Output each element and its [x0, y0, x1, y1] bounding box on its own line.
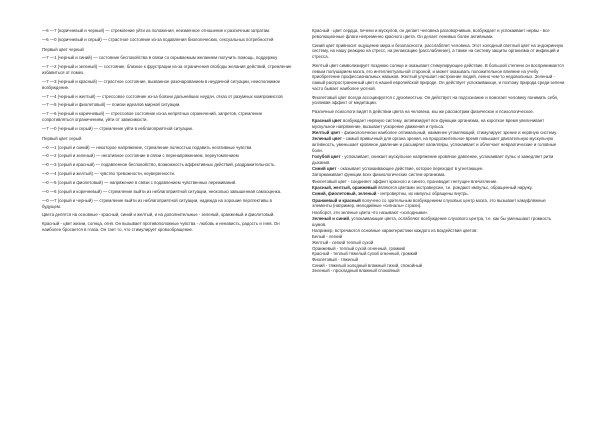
- list-item: Зеленый - прохладный влажный спокойный: [312, 268, 400, 274]
- paragraph: —0 —4 (серый и желтый) — чувство тревожности, неуверенности.: [42, 171, 176, 177]
- list-item: Красный - теплый тяжелый сухой огненный, громкий: [312, 251, 418, 257]
- paragraph: Различные психологи видят в действии цвета на человека, мы же рассмотрим физическое и психологическое.: [312, 109, 534, 115]
- paragraph: —7 —5 (черный и фиолетовый) — поиски идеалов мирной ситуации.: [42, 102, 181, 108]
- color-term: Желтый цвет: [312, 130, 341, 136]
- color-effect-line: [312, 216, 565, 227]
- paragraph: Красный - цвет сердца, печени и мускулов, он делает человека разговорчивым, возбуждает и успокаивает нервы - все революционные флаги непременно красного цвета. Он делает ленивых более активными.: [312, 28, 550, 39]
- color-effect-text: , успокаивающие цвета, ослабляют возбуждение слухового центра, т.е. как бы уменьшают громкость шумов.: [312, 215, 552, 227]
- color-effect-line: [312, 130, 565, 136]
- paragraph: —0 —2 (серый и зеленый) — негативное состояние в связи с перенапряжением, переутомлением: [42, 153, 239, 159]
- color-effect-text: возбуждает нервную систему, активизирует все функции организма, на короткое время увеличивает мускульное напряжение, вызывает ускорение движения и пульса.: [312, 118, 545, 129]
- color-effect-line: [312, 118, 565, 129]
- paragraph: Синий цвет привносит ощущение мира и безопасности, расслабляет человека. Этот холодный светлый цвет на эндокринную систему, на нашу реакцию на стресс, на релаксацию (расслабление), а также на систему защиты организма от инфекций и стресса.: [312, 42, 564, 59]
- color-effect-text: - оказывает успокаивающее действие, которое переходит в угнетающее.: [336, 166, 484, 172]
- color-characteristics-list: [312, 234, 565, 274]
- color-effect-line: [312, 172, 565, 178]
- paragraph: —7 —4 (черный и желтый) — стрессовое состояние из-за боязни дальнейших неудач, отказ от разумных компромиссов: [42, 93, 283, 99]
- paragraph: —0 —5 (серый и фиолетовый) — напряжение в связи с подавлением чувственных переживаний.: [42, 180, 237, 186]
- section-heading: Первый цвет серый: [42, 135, 82, 141]
- color-effect-text: Наоборот, эти зеленые цвета что называют «холодными».: [312, 209, 429, 215]
- color-effect-text: Затормаживает функции всех физиологических систем организма.: [312, 172, 446, 178]
- color-effect-text: Например, встречаются основные характеристики каждого из воздействия цветов:: [312, 227, 478, 233]
- color-effect-line: [312, 210, 565, 216]
- color-effect-text: - интровертны, их импульс обращены внутрь.: [376, 191, 469, 197]
- color-effect-text: Фиолетовый цвет - соединяет эффект красного и синего, производит гнетущее впечатление.: [312, 178, 498, 184]
- list-item: Фиолетовый - тяжелый: [312, 256, 359, 262]
- color-effect-text: являются цветами экстраверсии, т.е. рождают импульс, обращенный наружу.: [376, 184, 533, 190]
- color-term: Красный цвет: [312, 118, 342, 124]
- color-effect-line: [312, 191, 565, 197]
- color-term: Оранжевый и красный: [312, 197, 361, 203]
- color-effect-line: [312, 166, 565, 172]
- paragraph: —7 —3 (черный и красный) — страстное состояние, вызванное разочарованием в неудачной ситуации, неисполнимое возбуждение.: [42, 78, 281, 90]
- paragraph: —6 —7 (коричневый и черный) — стремление уйти из положения, неизменное отношение к различным затратам.: [42, 28, 271, 33]
- color-effect-text: получено со зрительным возбуждением слуховых центр мозга, это вызывает камуфляжные элементы (например, мелодийные «сигналы» страхи).: [312, 197, 546, 209]
- list-item: Желтый - легкий теплый сухой: [312, 239, 374, 245]
- paragraph: Красный - цвет жизни, солнца, огня. Он вызывает противоположные чувства - любовь и ненависть, радость и гнев. Он наиболее бросается в глаза. Он тает то, что стимулирует кровообращение.: [42, 221, 280, 233]
- paragraph: —0 —1 (серый и синий) — некоторое напряжение, стремление полностью подавить негативные чувства: [42, 144, 252, 150]
- color-effect-line: [312, 179, 565, 185]
- paragraph: Фиолетовый цвет всегда ассоциируется с духовностью. Он действует на подсознание и помогает человеку понимать себя, усиливая эффект от медитации.: [312, 94, 558, 106]
- paragraph: —0 —3 (серый и красный) — подавленное беспокойство, возможность аффективных действий, раздражительность.: [42, 162, 276, 168]
- color-effect-text: - успокаивает, снижает мускульное напряжение кровяное давление, успокаивает пульс и замедляет ритм дыхания.: [312, 154, 554, 165]
- list-item: Белый - легкий: [312, 234, 343, 240]
- paragraph: —6 —0 (коричневый и серый) — страстное состояние из-за подавления биологических, сексуальных потребностей: [42, 36, 274, 42]
- color-term: Красный, желтый, оранжевый: [312, 184, 377, 190]
- paragraph: —7 —0 (черный и серый) — стремление уйти в неблагоприятной ситуации.: [42, 125, 194, 131]
- color-term: Синий, фиолетовый, зеленый: [312, 191, 377, 197]
- paragraph: Желтый цвет символизирует позднюю солнце и оказывает стимулирующее действие. В большой степени он воспринимается левым полушарием мозга, его интеллектуальной стороной, и может оказывать положительное влияние на учебу приобретение профессиональных навыков. Желтый улучшает настроение людей, ленно чем-то недовольных. Зеленый - самый распространенный цвет в нашей европейской природе. Он действует успокаивающе, и поэтому природа среди зелени часто бывает наиболее уютной.: [312, 62, 565, 91]
- color-term: Зеленый цвет: [312, 136, 342, 142]
- paragraph: Цвета делятся на основные - красный, синий и желтый, и на дополнительные - зеленый, оранжевый и фиолетовый.: [42, 212, 275, 218]
- color-effect-line: [312, 154, 565, 165]
- paragraph: —0 —7 (серый и черный) — стремление выйти из неблагоприятной ситуации, надежда на хорошие перспективы в будущем.: [42, 197, 272, 209]
- color-term: Зеленый и синий: [312, 215, 349, 221]
- paragraph: —7 —6 (черный и коричневый) — стрессовое состояние из-за непрятных ограничений, запретов, стремление сопротивляться ограничениям, уйти от зависимости.: [42, 111, 263, 123]
- list-item: Синий - тяжелый холодный влажный тихий, спокойный: [312, 262, 423, 268]
- color-term: Голубой цвет: [312, 154, 341, 160]
- paragraph: —0 —6 (серый и коричневый) — стремление выйти из неблагоприятной ситуации, несколько завышенная самооценка.: [42, 188, 282, 194]
- section-heading: Первый цвет черный: [42, 46, 84, 52]
- paragraph: —7 —2 (черный и зеленый) — состояние, близкое к фрустрации из-за ограничения свободы желания действий, стремление избавиться от помех.: [42, 64, 292, 76]
- color-effect-text: - физиологически наиболее оптимальный, наименее утомляющий, стимулирует зрение и нервную систему.: [340, 130, 558, 136]
- list-item: Оранжевый - теплый сухой огненный, громкий: [312, 245, 405, 251]
- right-column: [312, 28, 565, 274]
- color-effect-line: [312, 136, 565, 153]
- color-effects-block: [312, 118, 565, 233]
- color-effect-line: [312, 185, 565, 191]
- color-effect-text: - самый привычный для органа зрения, на продолжительное время повышает двигательную мускульную активность, уменьшает кровяное давление и расширяет капилляры, успокаивает и облегчает невралгические и головные боли.: [312, 136, 557, 153]
- color-term: Синий цвет: [312, 166, 337, 172]
- color-effect-line: [312, 198, 565, 209]
- left-column: [42, 28, 292, 236]
- color-effect-line: [312, 228, 565, 234]
- paragraph: —7 —1 (черный и синий) — состояние беспокойства в связи со скрываемым желанием получить помощь, поддержку: [42, 55, 278, 61]
